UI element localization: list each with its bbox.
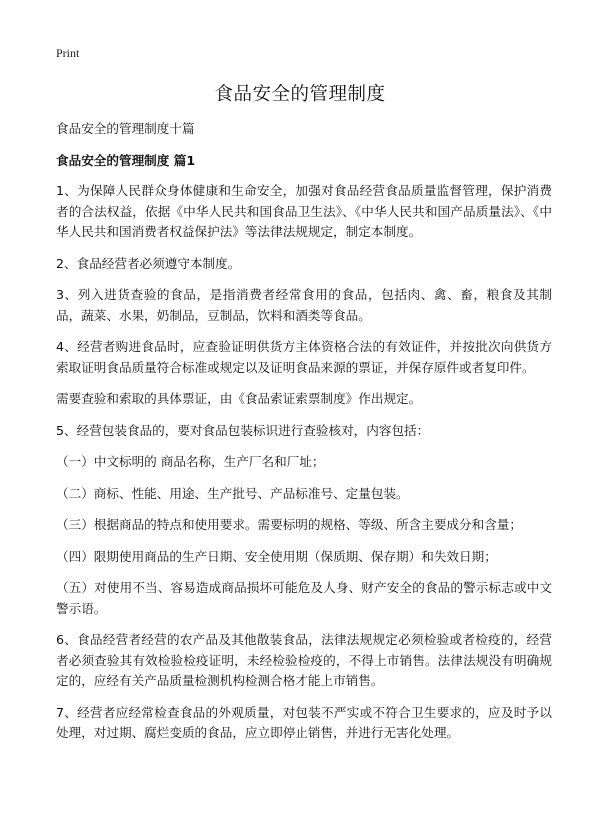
- paragraph-8: （二）商标、性能、用途、生产批号、产品标准号、定量包装。: [56, 485, 409, 501]
- document-subtitle: 食品安全的管理制度十篇: [56, 121, 195, 136]
- paragraph-6: 5、经营包装食品的，要对食品包装标识进行查验核对，内容包括：: [56, 422, 430, 438]
- paragraph-3: 3、列入进货查验的食品，是指消费者经常食用的食品，包括肉、禽、畜，粮食及其制品，蔬菜、水果，奶制品，豆制品，饮料和酒类等食品。: [56, 287, 552, 323]
- paragraph-9: （三）根据商品的特点和使用要求。需要标明的规格、等级、所含主要成分和含量；: [56, 517, 522, 532]
- paragraph-5: 需要查验和索取的具体票证，由《食品索证索票制度》作出规定。: [56, 391, 422, 406]
- document-body: [56, 119, 552, 755]
- paragraph-11: （五）对使用不当、容易造成商品损坏可能危及人身、财产安全的食品的警示标志或中文警示语。: [56, 580, 552, 616]
- paragraph-4: 4、经营者购进食品时，应查验证明供货方主体资格合法的有效证件，并按批次向供货方索取证明食品质量符合标准或规定以及证明食品来源的票证，并保存原件或者复印件。: [56, 339, 552, 375]
- document-title: 食品安全的管理制度: [214, 84, 386, 105]
- paragraph-7: （一）中文标明的 商品名称，生产厂名和厂址；: [56, 454, 325, 469]
- paragraph-1: 1、为保障人民群众身体健康和生命安全，加强对食品经营食品质量监督管理，保护消费者的合法权益，依据《中华人民共和国食品卫生法》、《中华人民共和国产品质量法》、《中华人民共和国消费者权益保护法》等法律法规规定，制定本制度。: [56, 183, 552, 239]
- section-heading: 食品安全的管理制度 篇1: [56, 152, 196, 168]
- paragraph-12: 6、食品经营者经营的农产品及其他散装食品，法律法规规定必须检验或者检疫的，经营者必须查验其有效检验检疫证明，未经检验检疫的，不得上市销售。法律法规没有明确规定的，应经有关产品质量检测机构检测合格才能上市销售。: [56, 632, 552, 688]
- paragraph-2: 2、食品经营者必须遵守本制度。: [56, 255, 241, 271]
- print-label[interactable]: Print: [56, 46, 80, 60]
- paragraph-13: 7、经营者应经常检查食品的外观质量，对包装不严实或不符合卫生要求的，应及时予以处理，对过期、腐烂变质的食品，应立即停止销售，并进行无害化处理。: [56, 704, 552, 740]
- paragraph-10: （四）限期使用商品的生产日期、安全使用期（保质期、保存期）和失效日期；: [56, 548, 497, 564]
